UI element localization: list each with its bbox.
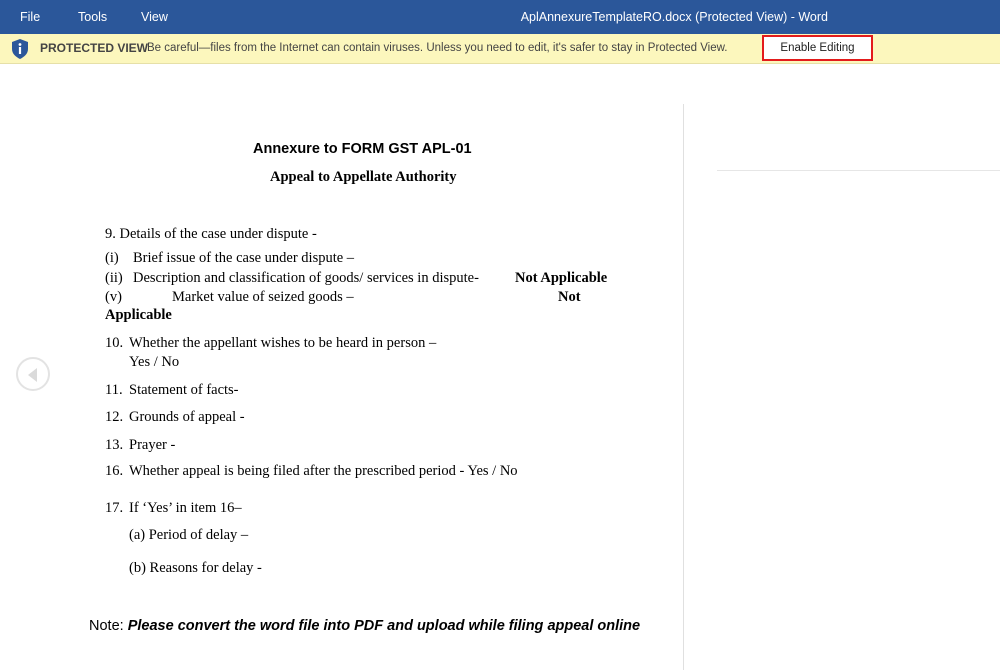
item-16-number: 16. [105,463,124,479]
item-11-number: 11. [105,382,123,398]
title-bar [0,0,1000,34]
protected-view-message: Be careful—files from the Internet can contain viruses. Unless you need to edit, it's safer to stay in Protected View. [147,42,728,54]
sub-ii-number: (ii) [105,270,123,286]
item-13-text: Prayer - [129,437,176,453]
item-10-number: 10. [105,335,124,351]
right-pane-rule [717,170,1000,171]
sub-v-value-2: Applicable [105,307,172,323]
note-label: Note: [89,618,124,634]
item-17-number: 17. [105,500,124,516]
shield-info-icon [11,39,29,59]
enable-editing-button[interactable]: Enable Editing [762,35,873,61]
item-11-text: Statement of facts- [129,382,239,398]
item-17a-text: (a) Period of delay – [129,527,249,543]
sub-v-text: Market value of seized goods – [172,289,354,305]
document-subtitle: Appeal to Appellate Authority [270,169,457,185]
document-title: Annexure to FORM GST APL-01 [253,141,472,157]
protected-view-label: PROTECTED VIEW [40,41,149,55]
page-divider [683,104,684,670]
menu-tools[interactable]: Tools [78,10,108,24]
sub-v-value-1: Not [558,289,581,305]
sub-v-number: (v) [105,289,122,305]
item-9: 9. Details of the case under dispute - [105,226,317,242]
note [89,618,640,634]
item-16-text: Whether appeal is being filed after the prescribed period - Yes / No [129,463,518,479]
sub-i-number: (i) [105,250,119,266]
item-13-number: 13. [105,437,124,453]
menu-file[interactable]: File [20,10,41,24]
menu-view[interactable]: View [141,10,168,24]
sub-ii-text: Description and classification of goods/ services in dispute- [133,270,479,286]
note-text: Please convert the word file into PDF and upload while filing appeal online [127,618,641,634]
sub-ii-value: Not Applicable [515,270,608,286]
previous-page-button[interactable] [16,357,50,391]
item-10-answer: Yes / No [129,354,180,370]
item-17-text: If ‘Yes’ in item 16– [129,500,242,516]
item-10-text: Whether the appellant wishes to be heard in person – [129,335,437,351]
item-12-text: Grounds of appeal - [129,409,245,425]
item-12-number: 12. [105,409,124,425]
item-17b-text: (b) Reasons for delay - [129,560,262,576]
sub-i-text: Brief issue of the case under dispute – [133,250,355,266]
window-title: AplAnnexureTemplateRO.docx (Protected View) - Word [520,10,828,24]
